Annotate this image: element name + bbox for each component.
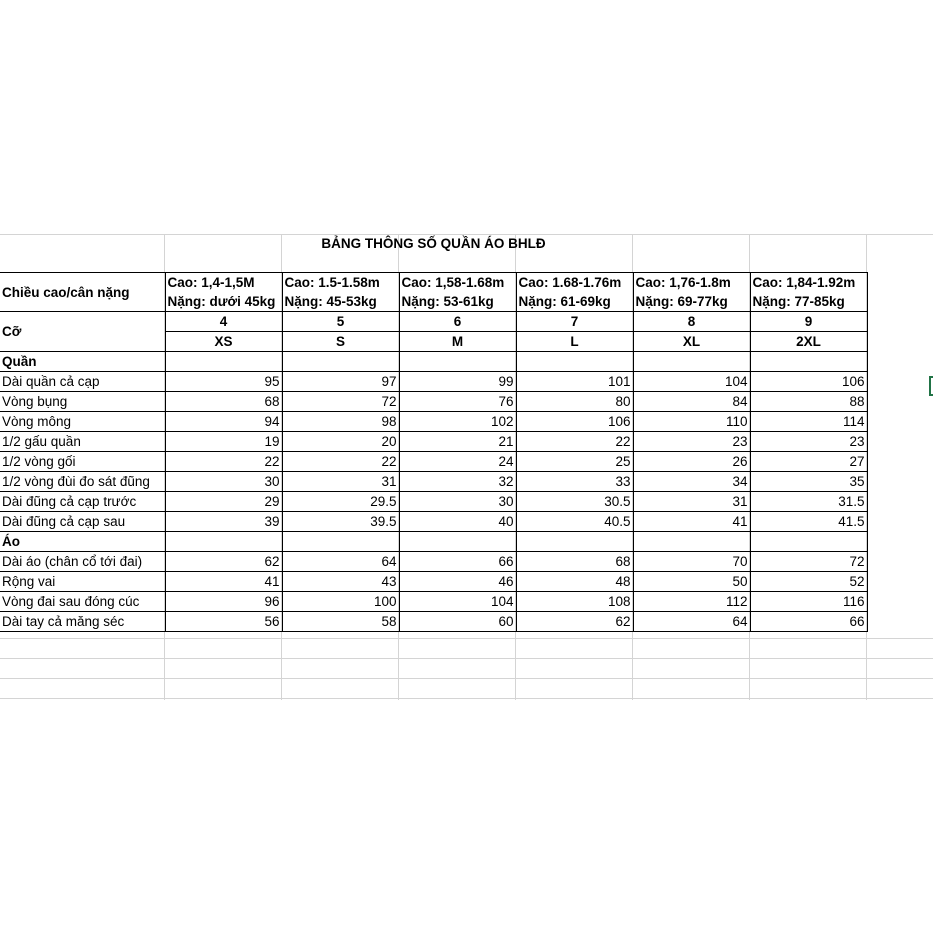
measurement-value[interactable]: 60 [399, 612, 516, 632]
height-row [0, 273, 867, 293]
measurement-value[interactable]: 39 [165, 512, 282, 532]
weight-cell[interactable]: Nặng: dưới 45kg [165, 292, 282, 312]
measurement-value[interactable]: 112 [633, 592, 750, 612]
measurement-value[interactable]: 26 [633, 452, 750, 472]
measurement-label[interactable]: Rộng vai [0, 572, 165, 592]
measurement-label[interactable]: Dài tay cả măng séc [0, 612, 165, 632]
sheet-title[interactable]: BẢNG THÔNG SỐ QUẦN ÁO BHLĐ [321, 236, 546, 251]
measurement-value[interactable]: 62 [165, 552, 282, 572]
measurement-label[interactable]: Dài quần cả cạp [0, 372, 165, 392]
size-number-cell[interactable]: 5 [282, 312, 399, 332]
measurement-value[interactable]: 72 [282, 392, 399, 412]
measurement-value[interactable]: 70 [633, 552, 750, 572]
weight-cell[interactable]: Nặng: 69-77kg [633, 292, 750, 312]
measurement-value[interactable]: 31.5 [750, 492, 867, 512]
measurement-value[interactable]: 104 [633, 372, 750, 392]
table-row [0, 472, 867, 492]
measurement-label[interactable]: 1/2 vòng gối [0, 452, 165, 472]
shirt-section-heading[interactable]: Áo [0, 532, 165, 552]
measurement-value[interactable]: 25 [516, 452, 633, 472]
height-weight-label[interactable]: Chiều cao/cân nặng [0, 273, 165, 312]
measurement-value[interactable]: 68 [165, 392, 282, 412]
measurement-value[interactable]: 102 [399, 412, 516, 432]
measurement-label[interactable]: Vòng mông [0, 412, 165, 432]
measurement-value[interactable]: 108 [516, 592, 633, 612]
table-row [0, 572, 867, 592]
measurement-value[interactable]: 29.5 [282, 492, 399, 512]
measurement-value[interactable]: 68 [516, 552, 633, 572]
measurement-value[interactable]: 100 [282, 592, 399, 612]
measurement-value[interactable]: 40.5 [516, 512, 633, 532]
measurement-value[interactable]: 99 [399, 372, 516, 392]
size-letter-cell[interactable]: XS [165, 332, 282, 352]
height-cell[interactable]: Cao: 1.5-1.58m [282, 273, 399, 293]
size-letter-cell[interactable]: M [399, 332, 516, 352]
measurement-value[interactable]: 22 [165, 452, 282, 472]
table-row [0, 552, 867, 572]
size-number-cell[interactable]: 7 [516, 312, 633, 332]
measurement-value[interactable]: 50 [633, 572, 750, 592]
height-cell[interactable]: Cao: 1,84-1.92m [750, 273, 867, 293]
row-gridline [0, 698, 933, 699]
size-number-row [0, 312, 867, 332]
measurement-label[interactable]: Vòng đai sau đóng cúc [0, 592, 165, 612]
measurement-value[interactable]: 46 [399, 572, 516, 592]
size-letter-cell[interactable]: 2XL [750, 332, 867, 352]
weight-cell[interactable]: Nặng: 61-69kg [516, 292, 633, 312]
measurement-value[interactable]: 19 [165, 432, 282, 452]
measurement-value[interactable]: 72 [750, 552, 867, 572]
measurement-value[interactable]: 94 [165, 412, 282, 432]
measurement-value[interactable]: 66 [399, 552, 516, 572]
measurement-value[interactable]: 20 [282, 432, 399, 452]
size-letter-cell[interactable]: L [516, 332, 633, 352]
measurement-value[interactable]: 40 [399, 512, 516, 532]
measurement-value[interactable]: 95 [165, 372, 282, 392]
table-row [0, 612, 867, 632]
measurement-value[interactable]: 97 [282, 372, 399, 392]
size-number-cell[interactable]: 4 [165, 312, 282, 332]
size-spec-table [0, 234, 868, 632]
weight-cell[interactable]: Nặng: 77-85kg [750, 292, 867, 312]
height-cell[interactable]: Cao: 1,4-1,5M [165, 273, 282, 293]
measurement-label[interactable]: 1/2 gấu quần [0, 432, 165, 452]
height-cell[interactable]: Cao: 1,76-1.8m [633, 273, 750, 293]
selected-cell-indicator [929, 376, 933, 396]
measurement-value[interactable]: 30 [165, 472, 282, 492]
measurement-value[interactable]: 31 [633, 492, 750, 512]
measurement-value[interactable]: 98 [282, 412, 399, 432]
section-heading-row [0, 352, 867, 372]
measurement-value[interactable]: 106 [516, 412, 633, 432]
size-number-cell[interactable]: 9 [750, 312, 867, 332]
measurement-value[interactable]: 43 [282, 572, 399, 592]
measurement-value[interactable]: 66 [750, 612, 867, 632]
measurement-value[interactable]: 30.5 [516, 492, 633, 512]
measurement-value[interactable]: 29 [165, 492, 282, 512]
measurement-value[interactable]: 101 [516, 372, 633, 392]
measurement-value[interactable]: 96 [165, 592, 282, 612]
table-row [0, 452, 867, 472]
measurement-label[interactable]: Vòng bụng [0, 392, 165, 412]
measurement-value[interactable]: 41.5 [750, 512, 867, 532]
measurement-value[interactable]: 48 [516, 572, 633, 592]
table-row [0, 412, 867, 432]
measurement-value[interactable]: 33 [516, 472, 633, 492]
table-row [0, 592, 867, 612]
measurement-value[interactable]: 35 [750, 472, 867, 492]
row-gridline [0, 678, 933, 679]
measurement-value[interactable]: 64 [282, 552, 399, 572]
weight-cell[interactable]: Nặng: 53-61kg [399, 292, 516, 312]
measurement-value[interactable]: 104 [399, 592, 516, 612]
measurement-value[interactable]: 27 [750, 452, 867, 472]
measurement-value[interactable]: 58 [282, 612, 399, 632]
measurement-value[interactable]: 31 [282, 472, 399, 492]
size-number-cell[interactable]: 8 [633, 312, 750, 332]
measurement-value[interactable]: 52 [750, 572, 867, 592]
measurement-value[interactable]: 23 [633, 432, 750, 452]
row-gridline [0, 658, 933, 659]
table-row [0, 512, 867, 532]
table-row [0, 372, 867, 392]
measurement-value[interactable]: 41 [165, 572, 282, 592]
size-letter-cell[interactable]: S [282, 332, 399, 352]
row-gridline [0, 638, 933, 639]
measurement-value[interactable]: 80 [516, 392, 633, 412]
size-number-cell[interactable]: 6 [399, 312, 516, 332]
measurement-value[interactable]: 22 [516, 432, 633, 452]
table-row [0, 392, 867, 412]
measurement-value[interactable]: 62 [516, 612, 633, 632]
measurement-value[interactable]: 34 [633, 472, 750, 492]
measurement-value[interactable]: 22 [282, 452, 399, 472]
measurement-value[interactable]: 32 [399, 472, 516, 492]
measurement-value[interactable]: 116 [750, 592, 867, 612]
measurement-value[interactable]: 41 [633, 512, 750, 532]
size-label[interactable]: Cỡ [0, 312, 165, 352]
spreadsheet-grid[interactable] [0, 234, 933, 700]
measurement-value[interactable]: 64 [633, 612, 750, 632]
measurement-value[interactable]: 84 [633, 392, 750, 412]
height-cell[interactable]: Cao: 1.68-1.76m [516, 273, 633, 293]
measurement-value[interactable]: 23 [750, 432, 867, 452]
measurement-label[interactable]: Dài áo (chân cổ tới đai) [0, 552, 165, 572]
measurement-label[interactable]: Dài đũng cả cạp trước [0, 492, 165, 512]
measurement-value[interactable]: 110 [633, 412, 750, 432]
pants-section-heading[interactable]: Quần [0, 352, 165, 372]
size-letter-cell[interactable]: XL [633, 332, 750, 352]
measurement-value[interactable]: 24 [399, 452, 516, 472]
table-row [0, 432, 867, 452]
measurement-value[interactable]: 88 [750, 392, 867, 412]
measurement-value[interactable]: 56 [165, 612, 282, 632]
measurement-value[interactable]: 39.5 [282, 512, 399, 532]
height-cell[interactable]: Cao: 1,58-1.68m [399, 273, 516, 293]
measurement-value[interactable]: 30 [399, 492, 516, 512]
table-row [0, 492, 867, 512]
measurement-value[interactable]: 106 [750, 372, 867, 392]
measurement-value[interactable]: 21 [399, 432, 516, 452]
measurement-value[interactable]: 114 [750, 412, 867, 432]
section-heading-row [0, 532, 867, 552]
measurement-label[interactable]: 1/2 vòng đùi đo sát đũng [0, 472, 165, 492]
measurement-label[interactable]: Dài đũng cả cạp sau [0, 512, 165, 532]
weight-cell[interactable]: Nặng: 45-53kg [282, 292, 399, 312]
measurement-value[interactable]: 76 [399, 392, 516, 412]
